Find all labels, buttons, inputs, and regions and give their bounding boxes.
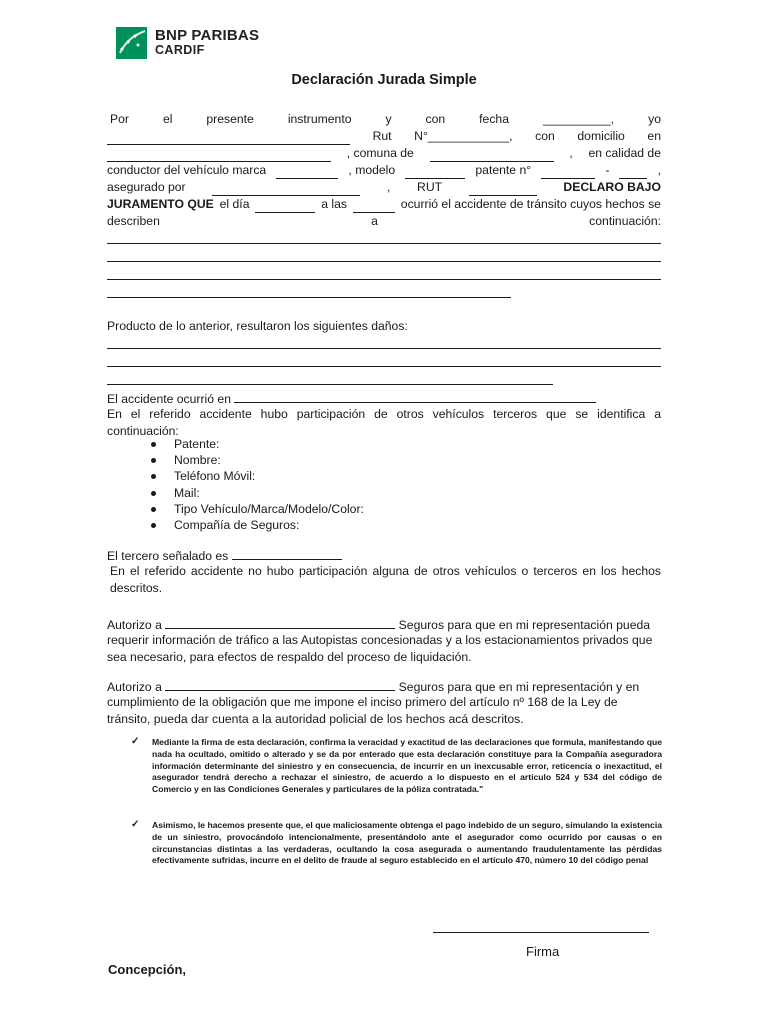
intro-word: ,: [569, 146, 573, 160]
intro-word: ,: [386, 180, 391, 194]
document-title: Declaración Jurada Simple: [291, 72, 477, 88]
damages-line: [107, 353, 661, 367]
damages-label: Producto de lo anterior, resultaron los siguientes daños:: [107, 319, 408, 333]
check-icon: ✓: [131, 736, 140, 747]
intro-word: , comuna de: [346, 146, 414, 160]
model-blank: [405, 165, 465, 179]
intro-paragraph: [107, 111, 661, 302]
description-line: [107, 230, 661, 244]
no-participation-text: En el referido accidente no hubo participación alguna de otros vehículos o terceros en los hechos descritos.: [110, 564, 661, 595]
intro-word: yo: [648, 112, 661, 126]
intro-word: patente n°: [475, 163, 532, 177]
intro-word: RUT: [417, 180, 443, 194]
intro-word: Por: [110, 112, 129, 126]
check-icon: ✓: [131, 819, 140, 830]
third-party-blank: [232, 546, 342, 560]
rut-blank: N°____________,: [414, 129, 513, 143]
declaration-bold: DECLARO BAJO: [563, 180, 661, 194]
day-blank: [255, 199, 315, 213]
description-line: [107, 248, 661, 262]
intro-word: continuación:: [589, 214, 661, 228]
city-label: Concepción,: [108, 962, 187, 977]
authorization-2: [107, 677, 661, 728]
insured-blank: [212, 182, 360, 196]
intro-word: fecha: [479, 112, 509, 126]
intro-word: asegurado por: [107, 180, 186, 194]
intro-word: , modelo: [348, 163, 396, 177]
intro-word: instrumento: [287, 112, 352, 126]
authorization-suffix: Seguros para que en mi representación pueda: [398, 618, 651, 632]
accident-location-blank: [234, 389, 596, 403]
bnp-paribas-cardif-logo: [116, 27, 259, 59]
intro-date-blank: __________,: [542, 112, 615, 126]
intro-word: Rut: [372, 129, 392, 143]
insurer-blank: [165, 677, 395, 691]
damages-line: [107, 371, 553, 385]
plate-blank: [541, 165, 595, 179]
intro-word: con: [535, 129, 555, 143]
intro-word: el: [162, 112, 173, 126]
intro-word: presente: [206, 112, 254, 126]
authorization-1: [107, 615, 661, 666]
authorization-prefix: Autorizo a: [107, 618, 162, 632]
intro-word: con: [425, 112, 446, 126]
plate-check-blank: [619, 165, 647, 179]
intro-word: describen: [107, 214, 160, 228]
list-item: Mail:: [107, 485, 661, 501]
authorization-prefix: Autorizo a: [107, 680, 162, 694]
intro-word: conductor del vehículo marca: [107, 163, 267, 177]
intro-word: ,: [657, 163, 661, 177]
legal-note: Asimismo, le hacemos presente que, el que maliciosamente obtenga el pago indebido de un seguro, simulando la existencia de un siniestro, provocándolo intencionalmente, presentándolo ante el asegurador como ocurrido por causas o en circunstancias distintas a las verdaderas, ocultando la cosa asegurada o aumentando fraudulentamente las pérdidas efectivamente sufridas, incurre en el delito de fraude al seguro establecido en el artículo 470, número 10 del código penal: [152, 820, 662, 866]
damages-section: [107, 318, 661, 440]
accident-location-label: El accidente ocurrió en: [107, 392, 231, 406]
address-blank: [107, 148, 331, 162]
list-item: Compañía de Seguros:: [107, 517, 661, 533]
brand-blank: [276, 165, 338, 179]
authorization-text: cumplimiento de la obligación que me impone el inciso primero del artículo nº 168 de la Ley de tránsito, pueda dar cuenta a la autoridad policial de los hechos acá descritos.: [107, 695, 618, 726]
insurer-blank: [165, 615, 395, 629]
authorization-text: requerir información de tráfico a las Autopistas concesionadas y a los estacionamientos privados que sea necesario, para efectos de respaldo del proceso de liquidación.: [107, 633, 653, 664]
description-line: [107, 266, 661, 280]
intro-word: y: [385, 112, 392, 126]
list-item: Nombre:: [107, 452, 661, 468]
comuna-blank: [430, 148, 554, 162]
intro-word: en: [647, 129, 661, 143]
damages-line: [107, 335, 661, 349]
intro-word: domicilio: [577, 129, 625, 143]
intro-word: ocurrió el accidente de tránsito cuyos hechos se: [400, 197, 661, 211]
intro-word: a: [371, 214, 378, 228]
third-party-label: El tercero señalado es: [107, 549, 229, 563]
intro-word: el día: [219, 197, 250, 211]
list-item: Tipo Vehículo/Marca/Modelo/Color:: [107, 501, 661, 517]
intro-word: -: [605, 163, 610, 177]
third-party-section: [107, 546, 661, 597]
signature-label: Firma: [526, 944, 560, 959]
name-blank: [107, 131, 350, 145]
description-line: [107, 284, 511, 298]
legal-note: Mediante la firma de esta declaración, confirma la veracidad y exactitud de las declaraciones que formula, manifestando que nada ha ocultado, omitido o alterado y se da por enterado que esta declaración constituye para la Compañía aseguradora información determinante del siniestro y en consecuencia, de incurrir en un inexcusable error, reticencia o inexactitud, el asegurador tendrá derecho a rechazar el siniestro, de acuerdo a lo dispuesto en el artículo 524 y 534 del código de Comercio y en las Condiciones Generales y particulares de la póliza contratada.": [152, 737, 662, 795]
authorization-suffix: Seguros para que en mi representación y en: [398, 680, 640, 694]
brand-subname: CARDIF: [155, 43, 205, 57]
brand-name: BNP PARIBAS: [155, 27, 260, 44]
logo-stars-icon: [116, 27, 147, 59]
third-party-fields: [107, 436, 661, 533]
participation-text: En el referido accidente hubo participación de otros vehículos terceros que se identifica a continuación:: [107, 407, 661, 438]
insured-rut-blank: [469, 182, 537, 196]
intro-word: a las: [321, 197, 348, 211]
declaration-bold: JURAMENTO QUE: [107, 197, 214, 211]
list-item: Patente:: [107, 436, 661, 452]
list-item: Teléfono Móvil:: [107, 468, 661, 484]
intro-word: en calidad de: [588, 146, 661, 160]
signature-line: [433, 932, 649, 933]
time-blank: [353, 199, 395, 213]
